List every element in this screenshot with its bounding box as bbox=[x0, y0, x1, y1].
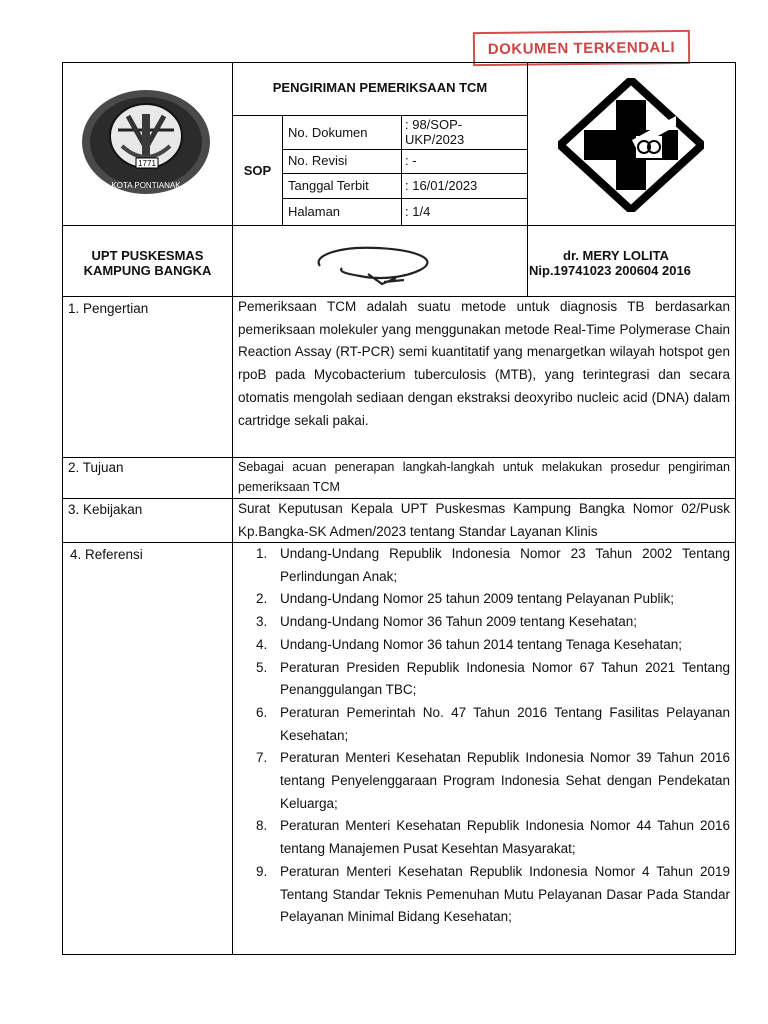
list-item-text: Peraturan Menteri Kesehatan Republik Indonesia Nomor 39 Tahun 2016 tentang Penyelenggaraan Program Indonesia Sehat dengan Pendekatan Keluarga; bbox=[280, 750, 730, 811]
list-item bbox=[248, 702, 730, 747]
divider bbox=[232, 115, 527, 116]
list-item-number: 7. bbox=[256, 750, 268, 766]
issue-date-label: Tanggal Terbit bbox=[288, 178, 369, 193]
list-item bbox=[248, 815, 730, 860]
section-label-referensi: 4. Referensi bbox=[70, 547, 143, 562]
reference-list bbox=[248, 543, 730, 929]
list-item-text: Peraturan Pemerintah No. 47 Tahun 2016 Tentang Fasilitas Pelayanan Kesehatan; bbox=[280, 704, 730, 743]
organization-name-line2: KAMPUNG BANGKA bbox=[83, 263, 212, 278]
list-item-number: 4. bbox=[256, 636, 268, 652]
page-value: : 1/4 bbox=[405, 204, 431, 219]
signature bbox=[308, 240, 444, 288]
puskesmas-logo bbox=[558, 78, 704, 212]
list-item bbox=[248, 588, 730, 611]
list-item bbox=[248, 543, 730, 588]
document-title: PENGIRIMAN PEMERIKSAAN TCM bbox=[272, 80, 488, 95]
list-item-text: Peraturan Menteri Kesehatan Republik Indonesia Nomor 4 Tahun 2019 Tentang Standar Teknis Pemenuhan Mutu Pelayanan Dasar Pada Standar Pelayanan Minimal Bidang Kesehatan; bbox=[280, 863, 730, 925]
divider bbox=[527, 62, 528, 296]
divider bbox=[401, 115, 402, 225]
list-item-text: Peraturan Menteri Kesehatan Republik Indonesia Nomor 44 Tahun 2016 tentang Manajemen Pusat Kesehtan Masyarakat; bbox=[280, 818, 730, 857]
divider bbox=[282, 173, 527, 174]
sop-label: SOP bbox=[243, 163, 272, 178]
signer-nip: Nip.19741023 200604 2016 bbox=[529, 263, 691, 278]
list-item-number: 1. bbox=[256, 546, 268, 561]
revision-label: No. Revisi bbox=[288, 153, 348, 168]
logo-caption: KOTA PONTIANAK bbox=[111, 181, 181, 190]
revision-value: : - bbox=[405, 153, 417, 168]
divider bbox=[282, 115, 283, 225]
section-text-tujuan: Sebagai acuan penerapan langkah-langkah untuk melakukan prosedur pengiriman pemeriksaan TCM bbox=[238, 460, 730, 494]
list-item bbox=[248, 747, 730, 815]
kota-pontianak-logo bbox=[78, 86, 214, 198]
controlled-document-stamp: DOKUMEN TERKENDALI bbox=[473, 30, 690, 66]
list-item-text: Undang-Undang Republik Indonesia Nomor 23 Tahun 2002 Tentang Perlindungan Anak; bbox=[280, 546, 730, 584]
list-item bbox=[248, 861, 730, 929]
list-item-number: 9. bbox=[256, 863, 268, 879]
list-item-number: 8. bbox=[256, 818, 268, 834]
logo-year: 1771 bbox=[138, 159, 156, 168]
issue-date-value: : 16/01/2023 bbox=[405, 178, 478, 193]
divider bbox=[282, 149, 527, 150]
divider bbox=[62, 225, 736, 226]
divider bbox=[282, 198, 527, 199]
list-item-number: 2. bbox=[256, 591, 268, 607]
list-item bbox=[248, 657, 730, 702]
list-item-text: Undang-Undang Nomor 25 tahun 2009 tentang Pelayanan Publik; bbox=[280, 591, 675, 607]
list-item-number: 5. bbox=[256, 659, 268, 675]
list-item bbox=[248, 611, 730, 634]
list-item-number: 3. bbox=[256, 614, 268, 630]
section-label-tujuan: 2. Tujuan bbox=[68, 460, 124, 475]
divider bbox=[232, 62, 233, 955]
doc-number-value: : 98/SOP-UKP/2023 bbox=[405, 117, 465, 147]
signer-name: dr. MERY LOLITA bbox=[563, 248, 669, 263]
doc-number-label: No. Dokumen bbox=[288, 125, 368, 140]
section-text-pengertian: Pemeriksaan TCM adalah suatu metode untuk diagnosis TB berdasarkan pemeriksaan molekuler yang menggunakan metode Real-Time Polymerase Chain Reaction Assay (RT-PCR) semi kuantitatif yang menargetkan wilayah hotspot gen rpoB pada Mycobacterium tuberculosis (MTB), yang terintegrasi dan secara otomatis mengolah sediaan dengan ekstraksi deoxyribo nucleic acid (DNA) dalam cartridge sekali pakai. bbox=[238, 299, 730, 428]
list-item-text: Undang-Undang Nomor 36 tahun 2014 tentang Tenaga Kesehatan; bbox=[280, 636, 683, 652]
organization-name-line1: UPT PUSKESMAS bbox=[91, 248, 204, 263]
section-label-pengertian: 1. Pengertian bbox=[68, 301, 149, 316]
page-label: Halaman bbox=[288, 204, 341, 219]
list-item-number: 6. bbox=[256, 704, 268, 720]
list-item-text: Undang-Undang Nomor 36 Tahun 2009 tentang Kesehatan; bbox=[280, 614, 638, 630]
list-item-text: Peraturan Presiden Republik Indonesia Nomor 67 Tahun 2021 Tentang Penanggulangan TBC; bbox=[280, 659, 730, 698]
section-label-kebijakan: 3. Kebijakan bbox=[68, 502, 143, 517]
section-text-kebijakan: Surat Keputusan Kepala UPT Puskesmas Kampung Bangka Nomor 02/Pusk Kp.Bangka-SK Admen/2023 tentang Standar Layanan Klinis bbox=[238, 501, 730, 539]
list-item bbox=[248, 634, 730, 657]
